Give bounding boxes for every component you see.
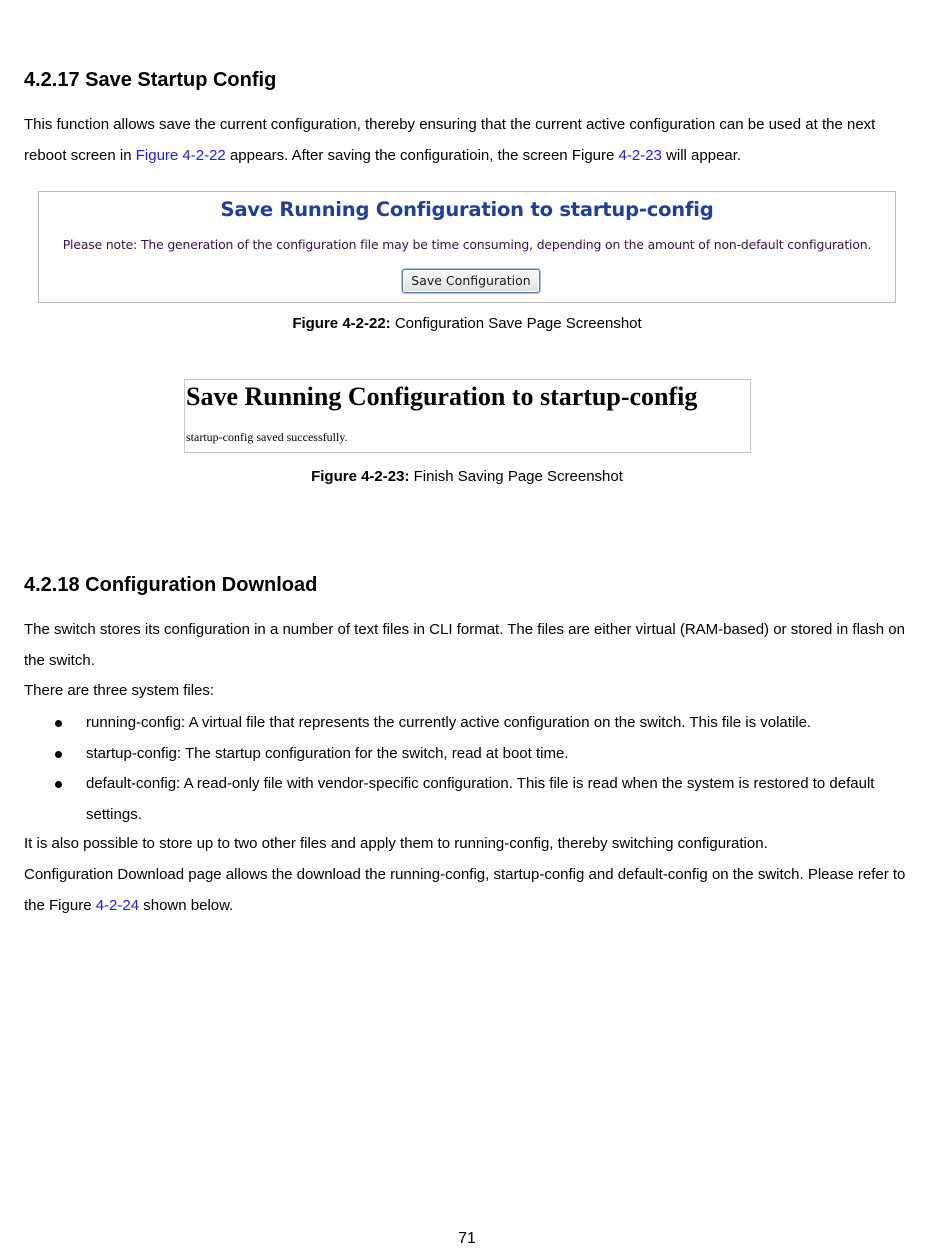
bullet-icon xyxy=(55,720,62,727)
bullet-icon xyxy=(55,751,62,758)
figure-4-2-23-caption-text: Finish Saving Page Screenshot xyxy=(409,468,623,485)
list-item-text: running-config: A virtual file that represents the currently active configuration on the switch. This file is volatile. xyxy=(86,714,812,731)
figure-4-2-24-link[interactable]: 4-2-24 xyxy=(95,896,140,914)
download-text-2: shown below. xyxy=(139,896,234,914)
save-config-note: Please note: The generation of the configuration file may be time consuming, depending on the amount of non-default configuration. xyxy=(62,237,872,252)
save-config-page-title: Save Running Configuration to startup-config xyxy=(220,198,714,221)
figure-4-2-23-caption-label: Figure 4-2-23: xyxy=(311,468,410,485)
figure-4-2-23-caption xyxy=(0,467,934,487)
list-item-startup-config xyxy=(0,739,930,770)
figure-4-2-22-link[interactable]: Figure 4-2-22 xyxy=(135,146,226,164)
config-files-description: The switch stores its configuration in a number of text files in CLI format. The files are either virtual (RAM-based) or stored in flash on the switch. xyxy=(24,621,905,669)
description-text-3: will appear. xyxy=(661,146,742,164)
figure-4-2-22-caption-text: Configuration Save Page Screenshot xyxy=(390,315,642,332)
figure-4-2-22-screenshot xyxy=(38,191,896,303)
system-files-list xyxy=(0,708,930,830)
description-text-1: This function allows save the current configuration, thereby ensuring that the current active configuration can be used at the next reboot screen in xyxy=(24,116,876,164)
bullet-icon xyxy=(55,781,62,788)
figure-4-2-22-caption-label: Figure 4-2-22: xyxy=(292,315,391,332)
figure-4-2-23-screenshot xyxy=(184,379,751,453)
figure-4-2-22-caption xyxy=(0,314,934,334)
system-files-intro: There are three system files: xyxy=(24,682,215,699)
saved-page-title: Save Running Configuration to startup-config xyxy=(186,382,698,411)
section-heading-save-startup-config: 4.2.17 Save Startup Config xyxy=(24,69,277,91)
download-text-1: Configuration Download page allows the download the running-config, startup-config and default-config on the switch. Please refer to the Figure xyxy=(24,866,906,914)
list-item-text: startup-config: The startup configuration for the switch, read at boot time. xyxy=(86,744,569,762)
figure-4-2-23-link[interactable]: 4-2-23 xyxy=(618,146,662,164)
list-item-text: default-config: A read-only file with vendor-specific configuration. This file is read when the system is restored to default settings. xyxy=(86,775,875,823)
description-text-2: appears. After saving the configuratioin, the screen Figure xyxy=(225,146,619,164)
page-number: 71 xyxy=(458,1230,476,1247)
save-configuration-button[interactable]: Save Configuration xyxy=(402,269,540,293)
other-files-note: It is also possible to store up to two other files and apply them to running-config, thereby switching configuration. xyxy=(24,835,768,852)
download-page-description xyxy=(24,860,914,921)
list-item-running-config xyxy=(0,708,930,739)
section-heading-configuration-download: 4.2.18 Configuration Download xyxy=(24,574,318,596)
save-startup-description xyxy=(24,110,914,171)
saved-success-message: startup-config saved successfully. xyxy=(186,430,348,444)
list-item-default-config xyxy=(0,769,930,830)
